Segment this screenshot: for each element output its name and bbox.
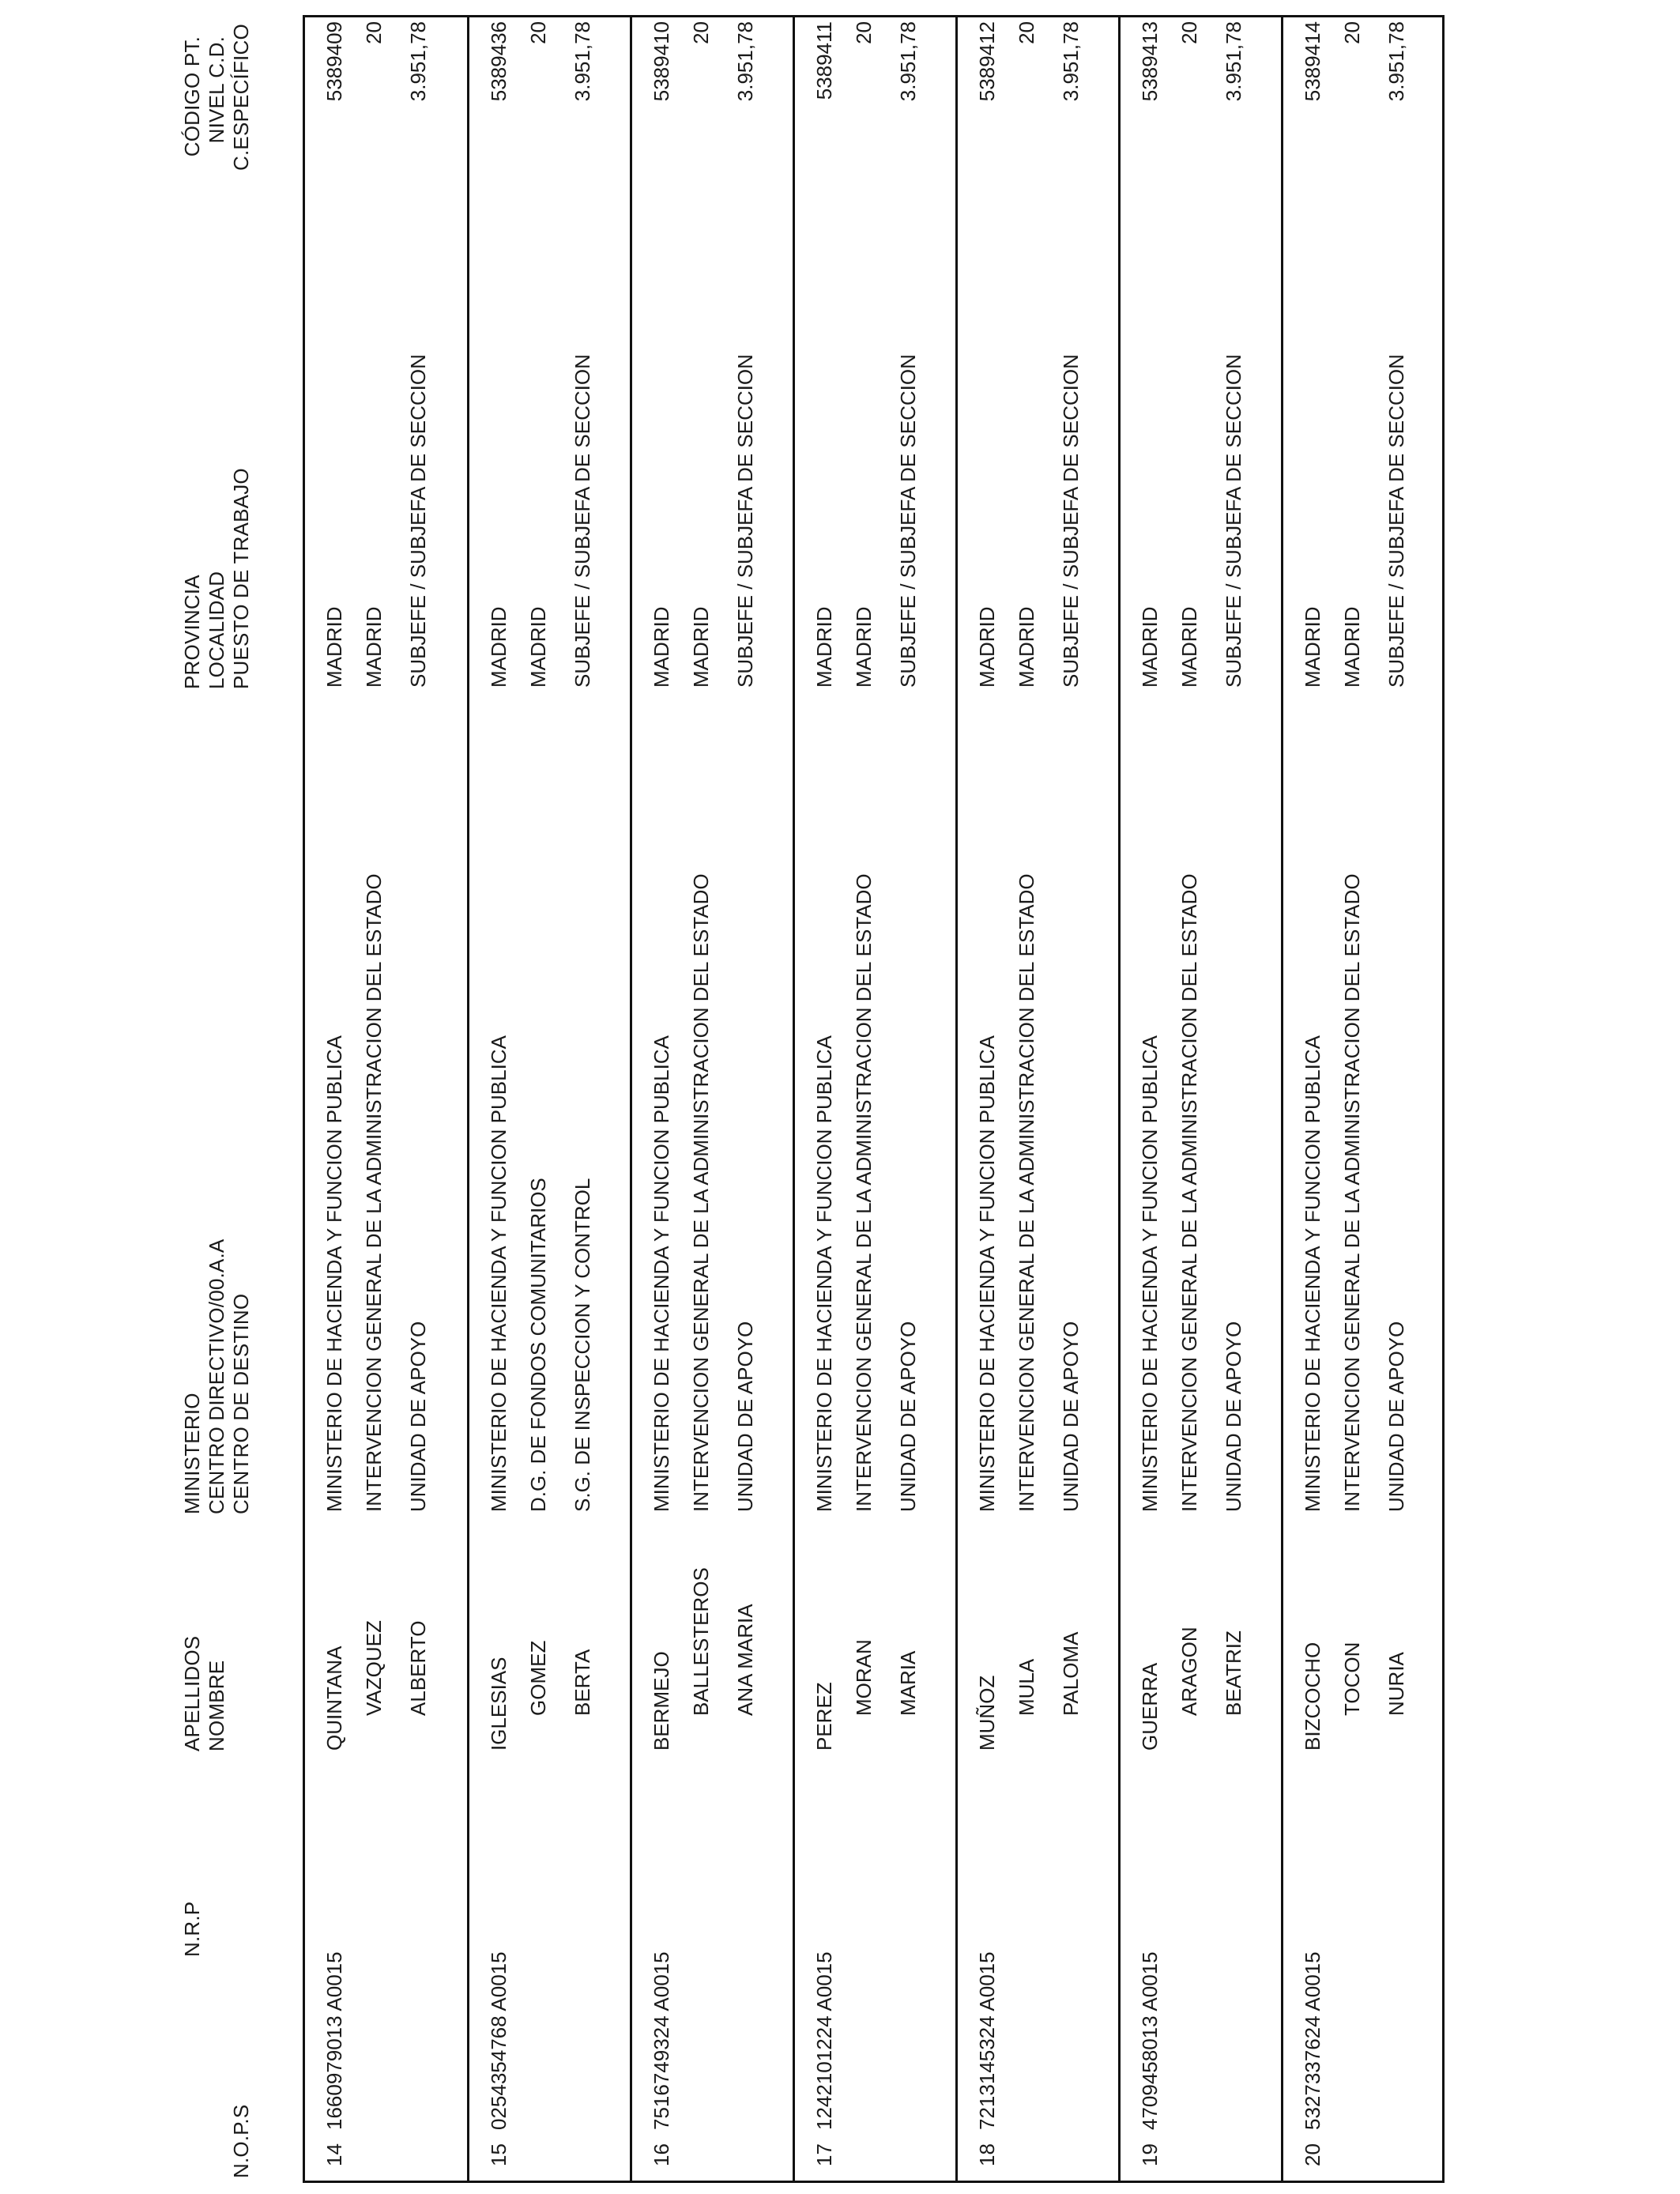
- row-apellido2: ARAGON: [1177, 1627, 1201, 1716]
- row-especifico: 3.951,78: [571, 21, 594, 102]
- table-row: [793, 17, 955, 2181]
- row-apellido2: GOMEZ: [526, 1640, 550, 1716]
- row-centro-destino: UNIDAD DE APOYO: [406, 1321, 430, 1512]
- header-ministerio-label: MINISTERIO: [180, 1393, 204, 1514]
- header-puesto-label: PUESTO DE TRABAJO: [229, 468, 253, 689]
- row-localidad: MADRID: [852, 606, 876, 688]
- row-centro-destino: UNIDAD DE APOYO: [1222, 1321, 1245, 1512]
- row-nivel: 20: [526, 21, 550, 44]
- row-apellido2: MORAN: [852, 1639, 876, 1716]
- row-especifico: 3.951,78: [1384, 21, 1408, 102]
- table-header: [180, 0, 291, 2194]
- row-ministerio: MINISTERIO DE HACIENDA Y FUNCION PUBLICA: [1138, 1035, 1162, 1512]
- row-especifico: 3.951,78: [406, 21, 430, 102]
- row-apellido1: GUERRA: [1138, 1662, 1162, 1751]
- row-provincia: MADRID: [487, 606, 510, 688]
- row-codigo: 5389410: [650, 21, 673, 102]
- row-nops: 16: [650, 2143, 673, 2166]
- row-nops: 18: [975, 2143, 999, 2166]
- row-localidad: MADRID: [362, 606, 386, 688]
- row-apellido1: PEREZ: [812, 1682, 836, 1751]
- row-nops: 20: [1301, 2143, 1324, 2166]
- row-nrp: 7213145324 A0015: [975, 1951, 999, 2130]
- table-row: [630, 17, 793, 2181]
- row-apellido2: BALLESTEROS: [689, 1567, 713, 1716]
- row-provincia: MADRID: [1138, 606, 1162, 688]
- row-nombre: PALOMA: [1059, 1631, 1083, 1716]
- header-ministerio-group: [180, 1239, 254, 1514]
- row-ministerio: MINISTERIO DE HACIENDA Y FUNCION PUBLICA: [650, 1035, 673, 1512]
- row-puesto: SUBJEFE / SUBJEFA DE SECCION: [896, 354, 920, 688]
- header-nivel-label: NIVEL C.D.: [205, 36, 228, 144]
- row-nombre: ANA MARIA: [733, 1604, 757, 1716]
- row-provincia: MADRID: [1301, 606, 1324, 688]
- row-centro-directivo: INTERVENCION GENERAL DE LA ADMINISTRACION DEL ESTADO: [362, 873, 386, 1512]
- row-centro-destino: UNIDAD DE APOYO: [733, 1321, 757, 1512]
- row-nivel: 20: [1340, 21, 1364, 44]
- row-codigo: 5389414: [1301, 21, 1324, 102]
- row-especifico: 3.951,78: [733, 21, 757, 102]
- row-nombre: BERTA: [571, 1649, 594, 1716]
- row-nombre: MARIA: [896, 1650, 920, 1716]
- row-apellido2: MULA: [1015, 1658, 1038, 1716]
- header-nombre-label: NOMBRE: [205, 1660, 228, 1751]
- row-puesto: SUBJEFE / SUBJEFA DE SECCION: [406, 354, 430, 688]
- row-centro-destino: UNIDAD DE APOYO: [1384, 1321, 1408, 1512]
- header-nrp: [180, 1902, 205, 1957]
- table-row: [955, 17, 1118, 2181]
- row-nrp: 1660979013 A0015: [322, 1951, 346, 2130]
- row-nops: 14: [322, 2143, 346, 2166]
- row-apellido2: VAZQUEZ: [362, 1620, 386, 1716]
- row-ministerio: MINISTERIO DE HACIENDA Y FUNCION PUBLICA: [812, 1035, 836, 1512]
- header-centro-directivo-label: CENTRO DIRECTIVO/00.A.A: [205, 1238, 228, 1514]
- row-apellido1: IGLESIAS: [487, 1657, 510, 1751]
- row-nrp: 4709458013 A0015: [1138, 1951, 1162, 2130]
- row-nivel: 20: [1015, 21, 1038, 44]
- header-centro-destino-label: CENTRO DE DESTINO: [229, 1293, 253, 1514]
- row-centro-destino: S.G. DE INSPECCION Y CONTROL: [571, 1178, 594, 1512]
- row-apellido1: BIZCOCHO: [1301, 1642, 1324, 1751]
- table-row: [1118, 17, 1281, 2181]
- row-puesto: SUBJEFE / SUBJEFA DE SECCION: [571, 354, 594, 688]
- row-nops: 15: [487, 2143, 510, 2166]
- row-localidad: MADRID: [526, 606, 550, 688]
- header-apellidos-label: APELLIDOS: [180, 1635, 204, 1751]
- row-codigo: 5389413: [1138, 21, 1162, 102]
- row-localidad: MADRID: [1340, 606, 1364, 688]
- row-codigo: 5389412: [975, 21, 999, 102]
- row-codigo: 5389436: [487, 21, 510, 102]
- row-apellido1: BERMEJO: [650, 1651, 673, 1751]
- row-centro-directivo: INTERVENCION GENERAL DE LA ADMINISTRACION DEL ESTADO: [689, 873, 713, 1512]
- row-centro-directivo: INTERVENCION GENERAL DE LA ADMINISTRACION DEL ESTADO: [1015, 873, 1038, 1512]
- row-localidad: MADRID: [689, 606, 713, 688]
- row-especifico: 3.951,78: [1059, 21, 1083, 102]
- row-ministerio: MINISTERIO DE HACIENDA Y FUNCION PUBLICA: [1301, 1035, 1324, 1512]
- row-codigo: 5389411: [812, 21, 836, 100]
- row-nombre: NURIA: [1384, 1652, 1408, 1716]
- header-nrp-label: N.R.P: [180, 1901, 204, 1957]
- table-row: [467, 17, 630, 2181]
- row-especifico: 3.951,78: [896, 21, 920, 102]
- header-nops: [180, 2105, 254, 2178]
- header-provincia-label: PROVINCIA: [180, 575, 204, 689]
- row-nrp: 7516749324 A0015: [650, 1951, 673, 2130]
- table-row: [305, 17, 467, 2181]
- row-centro-directivo: D.G. DE FONDOS COMUNITARIOS: [526, 1178, 550, 1512]
- header-codigo-group: [180, 24, 254, 171]
- row-puesto: SUBJEFE / SUBJEFA DE SECCION: [1059, 354, 1083, 688]
- row-nrp: 0254354768 A0015: [487, 1951, 510, 2130]
- results-table: [303, 15, 1445, 2183]
- row-especifico: 3.951,78: [1222, 21, 1245, 102]
- row-centro-destino: UNIDAD DE APOYO: [1059, 1321, 1083, 1512]
- row-localidad: MADRID: [1177, 606, 1201, 688]
- header-especifico-label: C.ESPECÍFICO: [229, 24, 253, 171]
- row-codigo: 5389409: [322, 21, 346, 102]
- row-nivel: 20: [689, 21, 713, 44]
- row-puesto: SUBJEFE / SUBJEFA DE SECCION: [733, 354, 757, 688]
- row-localidad: MADRID: [1015, 606, 1038, 688]
- header-codigo-label: CÓDIGO PT.: [180, 36, 204, 157]
- row-puesto: SUBJEFE / SUBJEFA DE SECCION: [1384, 354, 1408, 688]
- row-apellido1: MUÑOZ: [975, 1675, 999, 1751]
- row-nrp: 1242101224 A0015: [812, 1951, 836, 2130]
- row-ministerio: MINISTERIO DE HACIENDA Y FUNCION PUBLICA: [322, 1035, 346, 1512]
- row-provincia: MADRID: [650, 606, 673, 688]
- row-nombre: BEATRIZ: [1222, 1630, 1245, 1716]
- header-localidad-label: LOCALIDAD: [205, 571, 228, 689]
- row-centro-directivo: INTERVENCION GENERAL DE LA ADMINISTRACION DEL ESTADO: [1340, 873, 1364, 1512]
- row-ministerio: MINISTERIO DE HACIENDA Y FUNCION PUBLICA: [975, 1035, 999, 1512]
- row-nivel: 20: [852, 21, 876, 44]
- row-centro-directivo: INTERVENCION GENERAL DE LA ADMINISTRACION DEL ESTADO: [852, 873, 876, 1512]
- row-apellido1: QUINTANA: [322, 1646, 346, 1751]
- row-nivel: 20: [1177, 21, 1201, 44]
- row-nrp: 5327337624 A0015: [1301, 1951, 1324, 2130]
- header-provincia-group: [180, 468, 254, 689]
- row-nops: 17: [812, 2143, 836, 2166]
- row-provincia: MADRID: [975, 606, 999, 688]
- row-centro-directivo: INTERVENCION GENERAL DE LA ADMINISTRACION DEL ESTADO: [1177, 873, 1201, 1512]
- row-puesto: SUBJEFE / SUBJEFA DE SECCION: [1222, 354, 1245, 688]
- row-provincia: MADRID: [322, 606, 346, 688]
- row-apellido2: TOCON: [1340, 1642, 1364, 1716]
- table-row: [1281, 17, 1442, 2181]
- row-nombre: ALBERTO: [406, 1620, 430, 1716]
- row-nivel: 20: [362, 21, 386, 44]
- row-nops: 19: [1138, 2143, 1162, 2166]
- header-apellidos-nombre: [180, 1636, 229, 1751]
- header-nops-label: N.O.P.S: [229, 2104, 253, 2178]
- row-ministerio: MINISTERIO DE HACIENDA Y FUNCION PUBLICA: [487, 1035, 510, 1512]
- row-provincia: MADRID: [812, 606, 836, 688]
- row-centro-destino: UNIDAD DE APOYO: [896, 1321, 920, 1512]
